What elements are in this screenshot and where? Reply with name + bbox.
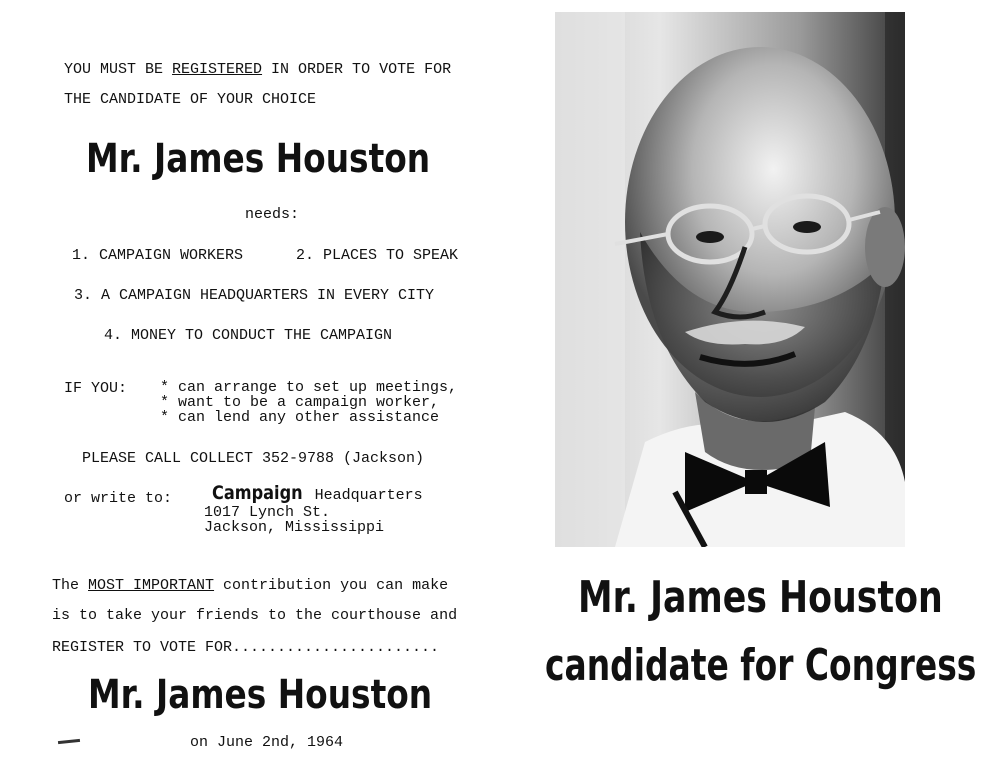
- assistance-item: * can arrange to set up meetings,: [160, 379, 458, 396]
- address-line1: [212, 482, 423, 504]
- call-collect-line: PLEASE CALL COLLECT 352-9788 (Jackson): [82, 450, 425, 467]
- registered-underlined: REGISTERED: [172, 61, 263, 78]
- most-important-underlined: MOST IMPORTANT: [88, 577, 215, 594]
- register-notice-line2: THE CANDIDATE OF YOUR CHOICE: [64, 91, 317, 108]
- important-line1: The MOST IMPORTANT contribution you can make: [52, 577, 449, 594]
- headquarters-text: Headquarters: [305, 487, 423, 504]
- assistance-list: [160, 380, 457, 425]
- important-line2: is to take your friends to the courthouse and: [52, 607, 458, 624]
- portrait-caption-office: candidate for Congress: [545, 640, 977, 691]
- important-line3: REGISTER TO VOTE FOR.......................: [52, 639, 440, 656]
- address-city: Jackson, Mississippi: [204, 519, 385, 536]
- if-you-label: IF YOU:: [64, 380, 128, 397]
- campaign-bold: Campaign: [212, 482, 303, 504]
- ink-mark: [58, 739, 80, 744]
- need-item-3: 3. A CAMPAIGN HEADQUARTERS IN EVERY CITY: [74, 287, 435, 304]
- needs-label: needs:: [245, 206, 300, 223]
- assistance-item: * want to be a campaign worker,: [160, 394, 440, 411]
- portrait-caption-name: Mr. James Houston: [578, 572, 943, 623]
- assistance-item: * can lend any other assistance: [160, 409, 440, 426]
- need-item-4: 4. MONEY TO CONDUCT THE CAMPAIGN: [104, 327, 393, 344]
- need-item-2: 2. PLACES TO SPEAK: [296, 247, 459, 264]
- portrait-image: [555, 12, 905, 547]
- election-date: on June 2nd, 1964: [190, 734, 344, 751]
- candidate-headline: Mr. James Houston: [86, 136, 431, 182]
- candidate-portrait: [555, 12, 905, 547]
- register-notice-line1: YOU MUST BE REGISTERED IN ORDER TO VOTE FOR: [64, 61, 452, 78]
- address-street: 1017 Lynch St.: [204, 504, 331, 521]
- candidate-headline-bottom: Mr. James Houston: [88, 672, 433, 718]
- write-to-label: or write to:: [64, 490, 173, 507]
- need-item-1: 1. CAMPAIGN WORKERS: [72, 247, 244, 264]
